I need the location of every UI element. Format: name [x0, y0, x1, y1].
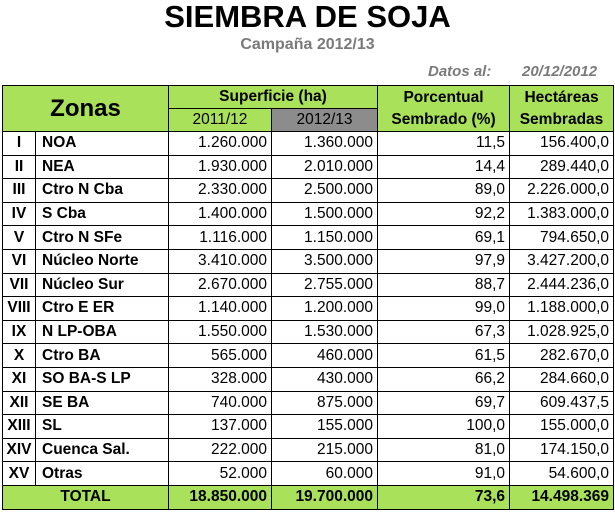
area-2012: 2.500.000 [272, 179, 378, 203]
total-row [3, 485, 614, 509]
area-2011: 565.000 [169, 344, 272, 368]
hectares-sown: 156.400,0 [510, 132, 614, 156]
zone-number: I [3, 132, 36, 156]
percent-sown: 88,7 [378, 273, 510, 297]
header-hectareas-line2: Sembradas [519, 110, 604, 128]
zone-name: NEA [36, 155, 169, 179]
table-row [3, 344, 614, 368]
hectares-sown: 2.444.236,0 [510, 273, 614, 297]
zone-name: Ctro N Cba [36, 179, 169, 203]
campaign-subtitle: Campaña 2012/13 [240, 36, 375, 53]
area-2011: 328.000 [169, 367, 272, 391]
table-row [3, 202, 614, 226]
table-row [3, 438, 614, 462]
zone-number: X [3, 344, 36, 368]
area-2012: 3.500.000 [272, 249, 378, 273]
area-2012: 60.000 [272, 462, 378, 486]
area-2011: 1.400.000 [169, 202, 272, 226]
percent-sown: 81,0 [378, 438, 510, 462]
zone-name: SL [36, 415, 169, 439]
zone-number: VIII [3, 297, 36, 321]
table-row [3, 155, 614, 179]
zone-name: SE BA [36, 391, 169, 415]
zone-number: VII [3, 273, 36, 297]
zone-name: Ctro N SFe [36, 226, 169, 250]
area-2012: 155.000 [272, 415, 378, 439]
table-row [3, 273, 614, 297]
table-row [3, 132, 614, 156]
header-superficie: Superficie (ha) [169, 86, 378, 109]
hectares-sown: 289.440,0 [510, 155, 614, 179]
area-2011: 3.410.000 [169, 249, 272, 273]
header-year-2012: 2012/13 [272, 109, 378, 132]
table-row [3, 226, 614, 250]
table-row [3, 179, 614, 203]
percent-sown: 14,4 [378, 155, 510, 179]
zone-number: XV [3, 462, 36, 486]
area-2011: 1.140.000 [169, 297, 272, 321]
table-row [3, 320, 614, 344]
hectares-sown: 794.650,0 [510, 226, 614, 250]
zone-name: Núcleo Sur [36, 273, 169, 297]
page-title: SIEMBRA DE SOJA [164, 0, 451, 34]
zone-number: IX [3, 320, 36, 344]
area-2011: 137.000 [169, 415, 272, 439]
percent-sown: 91,0 [378, 462, 510, 486]
percent-sown: 61,5 [378, 344, 510, 368]
area-2011: 740.000 [169, 391, 272, 415]
area-2012: 460.000 [272, 344, 378, 368]
hectares-sown: 2.226.000,0 [510, 179, 614, 203]
area-2012: 1.500.000 [272, 202, 378, 226]
area-2012: 875.000 [272, 391, 378, 415]
area-2011: 1.260.000 [169, 132, 272, 156]
area-2012: 1.150.000 [272, 226, 378, 250]
total-area-2011: 18.850.000 [169, 485, 272, 509]
area-2011: 1.550.000 [169, 320, 272, 344]
percent-sown: 66,2 [378, 367, 510, 391]
zone-name: Cuenca Sal. [36, 438, 169, 462]
percent-sown: 67,3 [378, 320, 510, 344]
percent-sown: 69,1 [378, 226, 510, 250]
hectares-sown: 1.383.000,0 [510, 202, 614, 226]
area-2012: 430.000 [272, 367, 378, 391]
area-2012: 1.200.000 [272, 297, 378, 321]
zone-name: SO BA-S LP [36, 367, 169, 391]
soy-sowing-table [2, 85, 614, 510]
percent-sown: 100,0 [378, 415, 510, 439]
zone-name: Núcleo Norte [36, 249, 169, 273]
hectares-sown: 1.028.925,0 [510, 320, 614, 344]
area-2012: 1.360.000 [272, 132, 378, 156]
area-2012: 215.000 [272, 438, 378, 462]
table-row [3, 297, 614, 321]
zone-name: Ctro E ER [36, 297, 169, 321]
header-hectareas-line1: Hectáreas [524, 88, 599, 106]
hectares-sown: 3.427.200,0 [510, 249, 614, 273]
hectares-sown: 1.188.000,0 [510, 297, 614, 321]
date-label: Datos al: [428, 63, 492, 80]
area-2012: 2.010.000 [272, 155, 378, 179]
area-2012: 1.530.000 [272, 320, 378, 344]
zone-number: XIV [3, 438, 36, 462]
date-value: 20/12/2012 [522, 63, 598, 80]
percent-sown: 97,9 [378, 249, 510, 273]
percent-sown: 99,0 [378, 297, 510, 321]
zone-name: Ctro BA [36, 344, 169, 368]
area-2011: 1.930.000 [169, 155, 272, 179]
table-row [3, 367, 614, 391]
zone-name: Otras [36, 462, 169, 486]
table-row [3, 249, 614, 273]
area-2011: 52.000 [169, 462, 272, 486]
zone-number: XIII [3, 415, 36, 439]
hectares-sown: 284.660,0 [510, 367, 614, 391]
percent-sown: 89,0 [378, 179, 510, 203]
hectares-sown: 54.600,0 [510, 462, 614, 486]
zone-name: S Cba [36, 202, 169, 226]
zone-number: III [3, 179, 36, 203]
percent-sown: 92,2 [378, 202, 510, 226]
header-porcentual-line2: Sembrado (%) [391, 110, 496, 128]
area-2011: 2.330.000 [169, 179, 272, 203]
zone-name: N LP-OBA [36, 320, 169, 344]
zone-number: VI [3, 249, 36, 273]
header-porcentual [378, 86, 510, 132]
zone-name: NOA [36, 132, 169, 156]
hectares-sown: 609.437,5 [510, 391, 614, 415]
total-hectares-sown: 14.498.369 [510, 485, 614, 509]
table-row [3, 391, 614, 415]
header-year-2011: 2011/12 [169, 109, 272, 132]
table-row [3, 462, 614, 486]
hectares-sown: 174.150,0 [510, 438, 614, 462]
zone-number: XII [3, 391, 36, 415]
total-label: TOTAL [3, 485, 169, 509]
percent-sown: 69,7 [378, 391, 510, 415]
total-percent-sown: 73,6 [378, 485, 510, 509]
area-2011: 1.116.000 [169, 226, 272, 250]
total-area-2012: 19.700.000 [272, 485, 378, 509]
hectares-sown: 155.000,0 [510, 415, 614, 439]
zone-number: XI [3, 367, 36, 391]
header-porcentual-line1: Porcentual [403, 88, 484, 106]
header-zonas: Zonas [3, 86, 169, 132]
zone-number: IV [3, 202, 36, 226]
zone-number: V [3, 226, 36, 250]
zone-number: II [3, 155, 36, 179]
area-2012: 2.755.000 [272, 273, 378, 297]
area-2011: 222.000 [169, 438, 272, 462]
hectares-sown: 282.670,0 [510, 344, 614, 368]
table-row [3, 415, 614, 439]
header-hectareas [510, 86, 614, 132]
area-2011: 2.670.000 [169, 273, 272, 297]
percent-sown: 11,5 [378, 132, 510, 156]
